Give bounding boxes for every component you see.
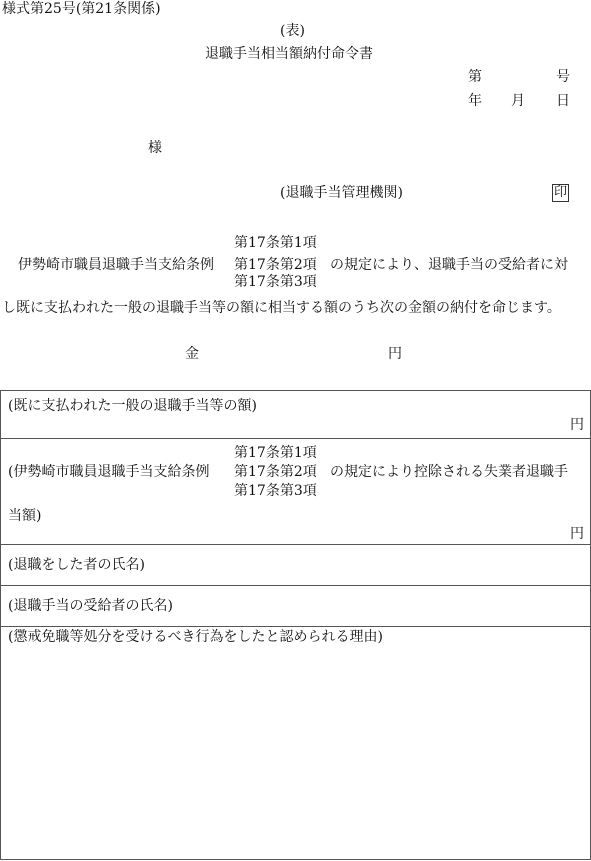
row-divider-4 bbox=[0, 626, 590, 627]
row2-ordinance: (伊勢崎市職員退職手当支給条例 bbox=[8, 464, 210, 480]
article-2: 第17条第2項 bbox=[234, 257, 317, 273]
row-divider-3 bbox=[0, 585, 590, 586]
row2-provision-tail: の規定により控除される失業者退職手 bbox=[330, 464, 568, 480]
reason-label: (懲戒免職等処分を受けるべき行為をしたと認められる理由) bbox=[8, 629, 383, 645]
row2-article-1: 第17条第1項 bbox=[234, 445, 317, 461]
addressee-honorific: 様 bbox=[148, 140, 162, 156]
row2-continuation: 当額) bbox=[8, 508, 42, 524]
date-month: 月 bbox=[511, 93, 525, 109]
table-left-border bbox=[0, 390, 1, 860]
date-year: 年 bbox=[468, 93, 482, 109]
side-label: (表) bbox=[280, 23, 305, 39]
seal-mark: 印 bbox=[554, 185, 568, 200]
article-1: 第17条第1項 bbox=[234, 235, 317, 251]
paid-amount-unit: 円 bbox=[570, 417, 584, 433]
amount-label: 金 bbox=[185, 346, 199, 362]
provision-tail: の規定により、退職手当の受給者に対 bbox=[330, 257, 568, 273]
number-suffix: 号 bbox=[556, 69, 570, 85]
issuer-agency: (退職手当管理機関) bbox=[280, 185, 403, 201]
row-divider-1 bbox=[0, 438, 590, 439]
ordinance-name: 伊勢崎市職員退職手当支給条例 bbox=[18, 257, 214, 273]
order-text: し既に支払われた一般の退職手当等の額に相当する額のうち次の金額の納付を命じます。 bbox=[2, 300, 561, 316]
deducted-amount-unit: 円 bbox=[570, 526, 584, 542]
number-prefix: 第 bbox=[468, 69, 482, 85]
amount-unit: 円 bbox=[388, 346, 402, 362]
retiree-name-label: (退職をした者の氏名) bbox=[8, 557, 145, 573]
row-divider-2 bbox=[0, 544, 590, 545]
paid-amount-label: (既に支払われた一般の退職手当等の額) bbox=[8, 398, 257, 414]
date-day: 日 bbox=[556, 93, 570, 109]
table-bottom-border bbox=[0, 859, 590, 860]
table-top-border bbox=[0, 390, 590, 391]
document-title: 退職手当相当額納付命令書 bbox=[205, 46, 373, 62]
recipient-name-label: (退職手当の受給者の氏名) bbox=[8, 598, 173, 614]
article-3: 第17条第3項 bbox=[234, 274, 317, 290]
row2-article-3: 第17条第3項 bbox=[234, 483, 317, 499]
row2-article-2: 第17条第2項 bbox=[234, 464, 317, 480]
form-number-label: 様式第25号(第21条関係) bbox=[2, 1, 161, 17]
